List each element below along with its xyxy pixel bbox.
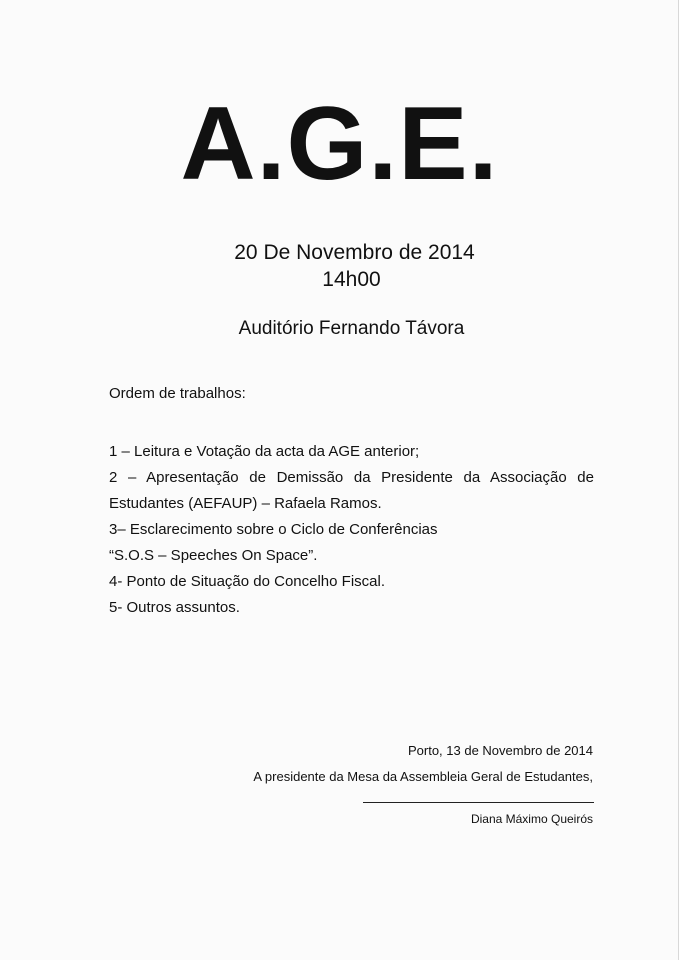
agenda-item: “S.O.S – Speeches On Space”.	[109, 547, 318, 564]
agenda-section	[109, 383, 594, 621]
signatory-role: A presidente da Mesa da Assembleia Geral de Estudantes,	[253, 769, 593, 784]
agenda-item: 1 – Leitura e Votação da acta da AGE anterior;	[109, 443, 420, 460]
meeting-time: 14h00	[322, 268, 381, 291]
agenda-item: 3– Esclarecimento sobre o Ciclo de Conferências	[109, 521, 438, 538]
document-footer	[253, 738, 593, 790]
meeting-venue: Auditório Fernando Távora	[238, 318, 465, 339]
meeting-date: 20 De Novembro de 2014	[234, 241, 475, 264]
place-and-date: Porto, 13 de Novembro de 2014	[407, 743, 593, 758]
agenda-item: 5- Outros assuntos.	[109, 599, 240, 616]
agenda-item: 2 – Apresentação de Demissão da Presidente da Associação de Estudantes (AEFAUP) – Rafaela Ramos.	[109, 469, 594, 512]
agenda-heading: Ordem de trabalhos:	[109, 385, 246, 402]
signatory-name: Diana Máximo Queirós	[470, 812, 593, 826]
agenda-item: 4- Ponto de Situação do Concelho Fiscal.	[109, 573, 385, 590]
document-title: A.G.E.	[180, 86, 499, 202]
signature-line	[363, 802, 594, 803]
